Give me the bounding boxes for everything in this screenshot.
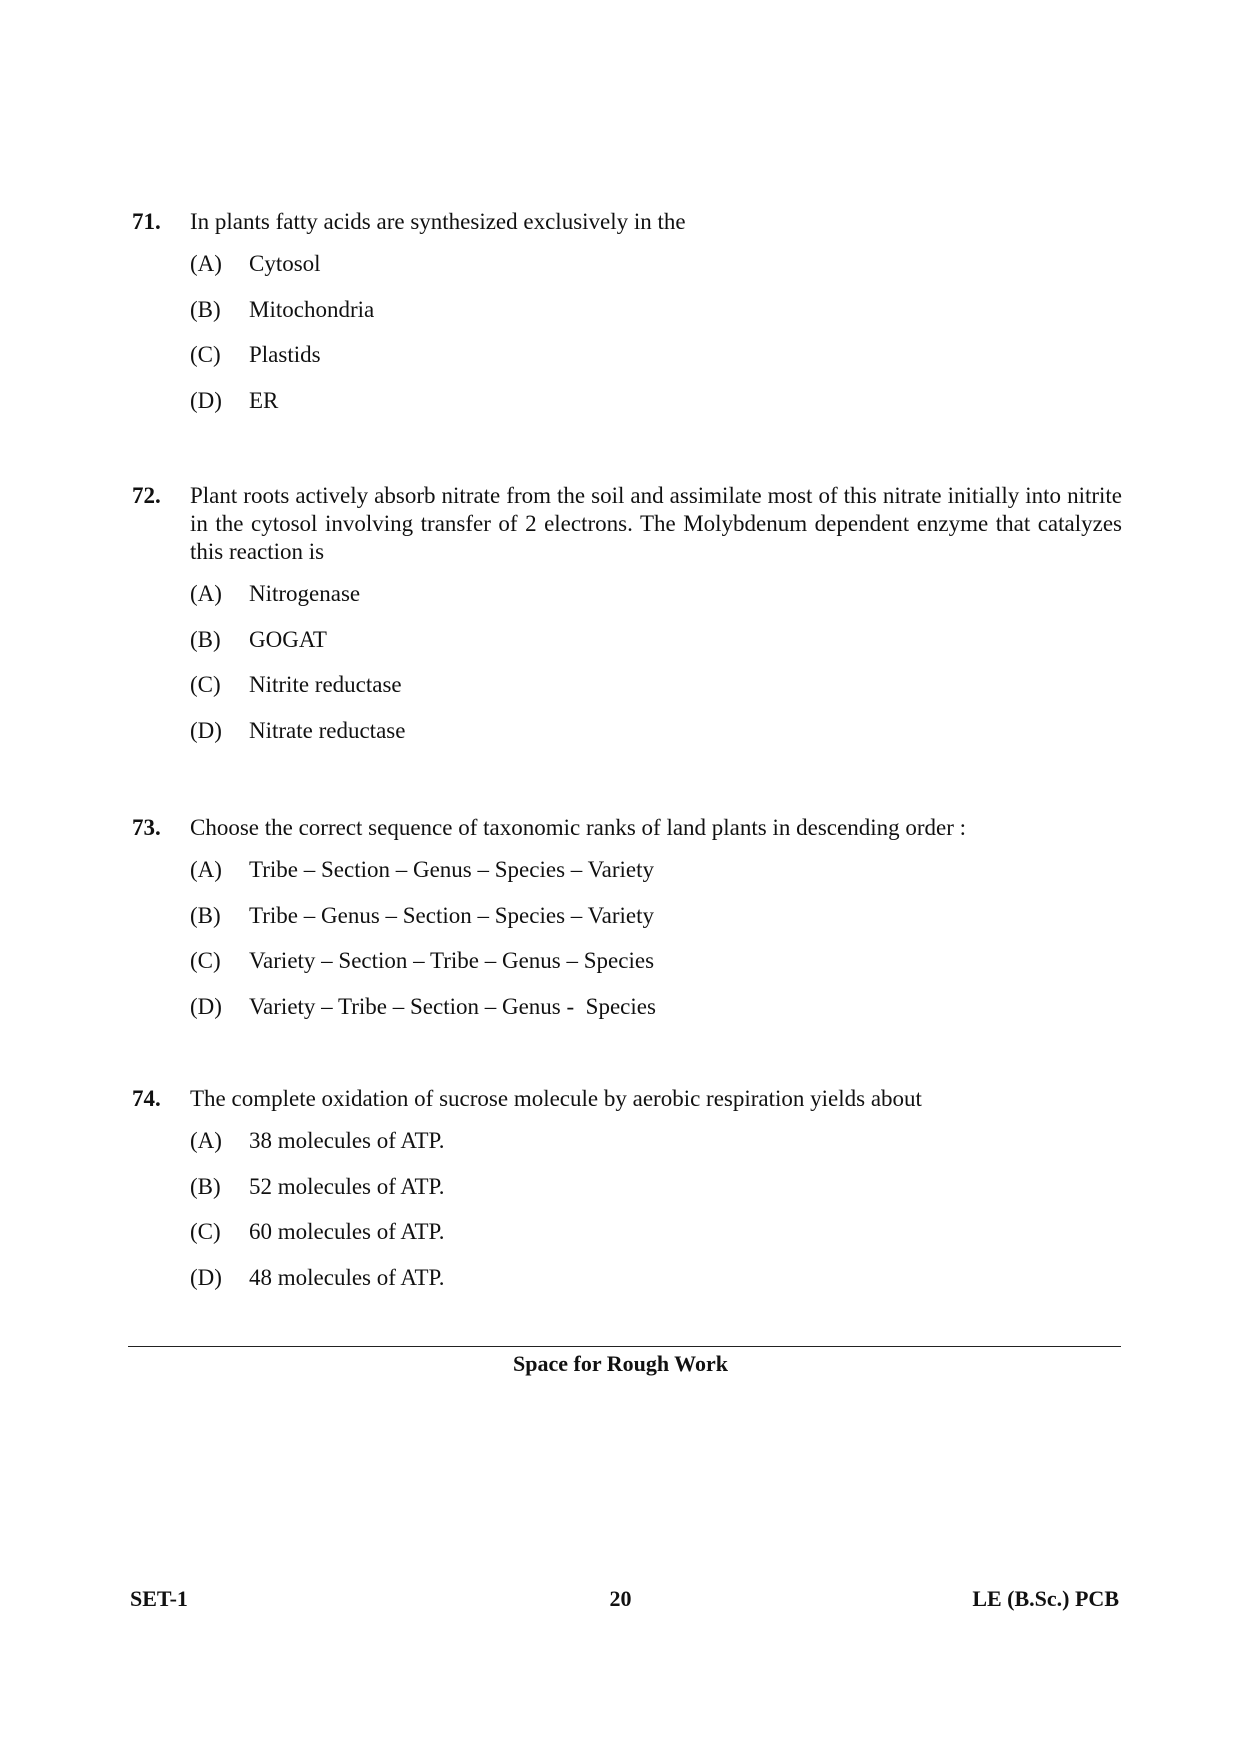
options-list [190,1127,1122,1309]
rough-work-heading: Space for Rough Work [513,1351,728,1376]
option-c [190,1218,1122,1264]
option-letter: (C) [190,672,221,697]
option-text: 52 molecules of ATP. [249,1173,445,1199]
option-b [190,626,1122,672]
option-letter: (D) [190,717,222,743]
option-text: ER [249,387,279,413]
question-header [132,208,1122,236]
option-text: Nitrogenase [249,581,361,606]
option-text: Variety – Tribe – Section – Genus - Species [249,993,656,1019]
option-d [190,1264,1122,1310]
question-text: In plants fatty acids are synthesized exclusively in the [190,209,686,234]
option-a [190,580,1122,626]
option-a [190,856,1122,902]
question-number: 74. [132,1086,161,1111]
question-74 [132,1085,1122,1309]
option-c [190,947,1122,993]
option-text: 60 molecules of ATP. [249,1219,445,1244]
options-list [190,580,1122,762]
option-text: Plastids [249,342,321,367]
option-text: Cytosol [249,251,321,276]
options-list [190,856,1122,1038]
option-text: Nitrite reductase [249,672,402,697]
options-list [190,250,1122,432]
question-text: Choose the correct sequence of taxonomic ranks of land plants in descending order : [190,815,967,840]
option-text: Variety – Section – Tribe – Genus – Species [249,948,655,973]
option-letter: (D) [190,993,222,1019]
option-text: GOGAT [249,626,327,652]
question-72 [132,482,1122,762]
option-a [190,1127,1122,1173]
option-b [190,902,1122,948]
option-letter: (B) [190,626,221,652]
question-text: The complete oxidation of sucrose molecule by aerobic respiration yields about [190,1086,922,1111]
option-letter: (B) [190,1173,221,1199]
footer-page-number: 20 [609,1586,632,1611]
option-text: Tribe – Section – Genus – Species – Variety [249,857,655,882]
question-header [132,1085,1122,1113]
option-c [190,671,1122,717]
option-letter: (A) [190,251,222,276]
question-73 [132,814,1122,1038]
option-letter: (C) [190,1219,221,1244]
question-text: Plant roots actively absorb nitrate from the soil and assimilate most of this nitrate initially into nitrite in the cytosol involving transfer of 2 electrons. The Molybdenum dependent enzyme that catalyzes this reaction is [190,483,1122,564]
option-d [190,387,1122,433]
question-number: 71. [132,209,161,234]
question-71 [132,208,1122,432]
option-text: 38 molecules of ATP. [249,1128,445,1153]
option-b [190,1173,1122,1219]
question-header [132,482,1122,566]
option-letter: (B) [190,296,221,322]
option-d [190,717,1122,763]
footer-set-label: SET-1 [130,1586,188,1611]
option-a [190,250,1122,296]
option-text: Tribe – Genus – Section – Species – Variety [249,902,655,928]
question-number: 72. [132,483,161,508]
footer-exam-code: LE (B.Sc.) PCB [972,1586,1119,1611]
option-letter: (C) [190,948,221,973]
question-number: 73. [132,815,161,840]
option-letter: (A) [190,1128,222,1153]
option-letter: (A) [190,581,222,606]
option-text: 48 molecules of ATP. [249,1264,445,1290]
option-letter: (C) [190,342,221,367]
option-letter: (D) [190,1264,222,1290]
option-text: Mitochondria [249,296,375,322]
divider-line [128,1346,1121,1347]
question-header [132,814,1122,842]
option-c [190,341,1122,387]
option-b [190,296,1122,342]
option-letter: (B) [190,902,221,928]
option-d [190,993,1122,1039]
option-text: Nitrate reductase [249,717,406,743]
option-letter: (D) [190,387,222,413]
option-letter: (A) [190,857,222,882]
